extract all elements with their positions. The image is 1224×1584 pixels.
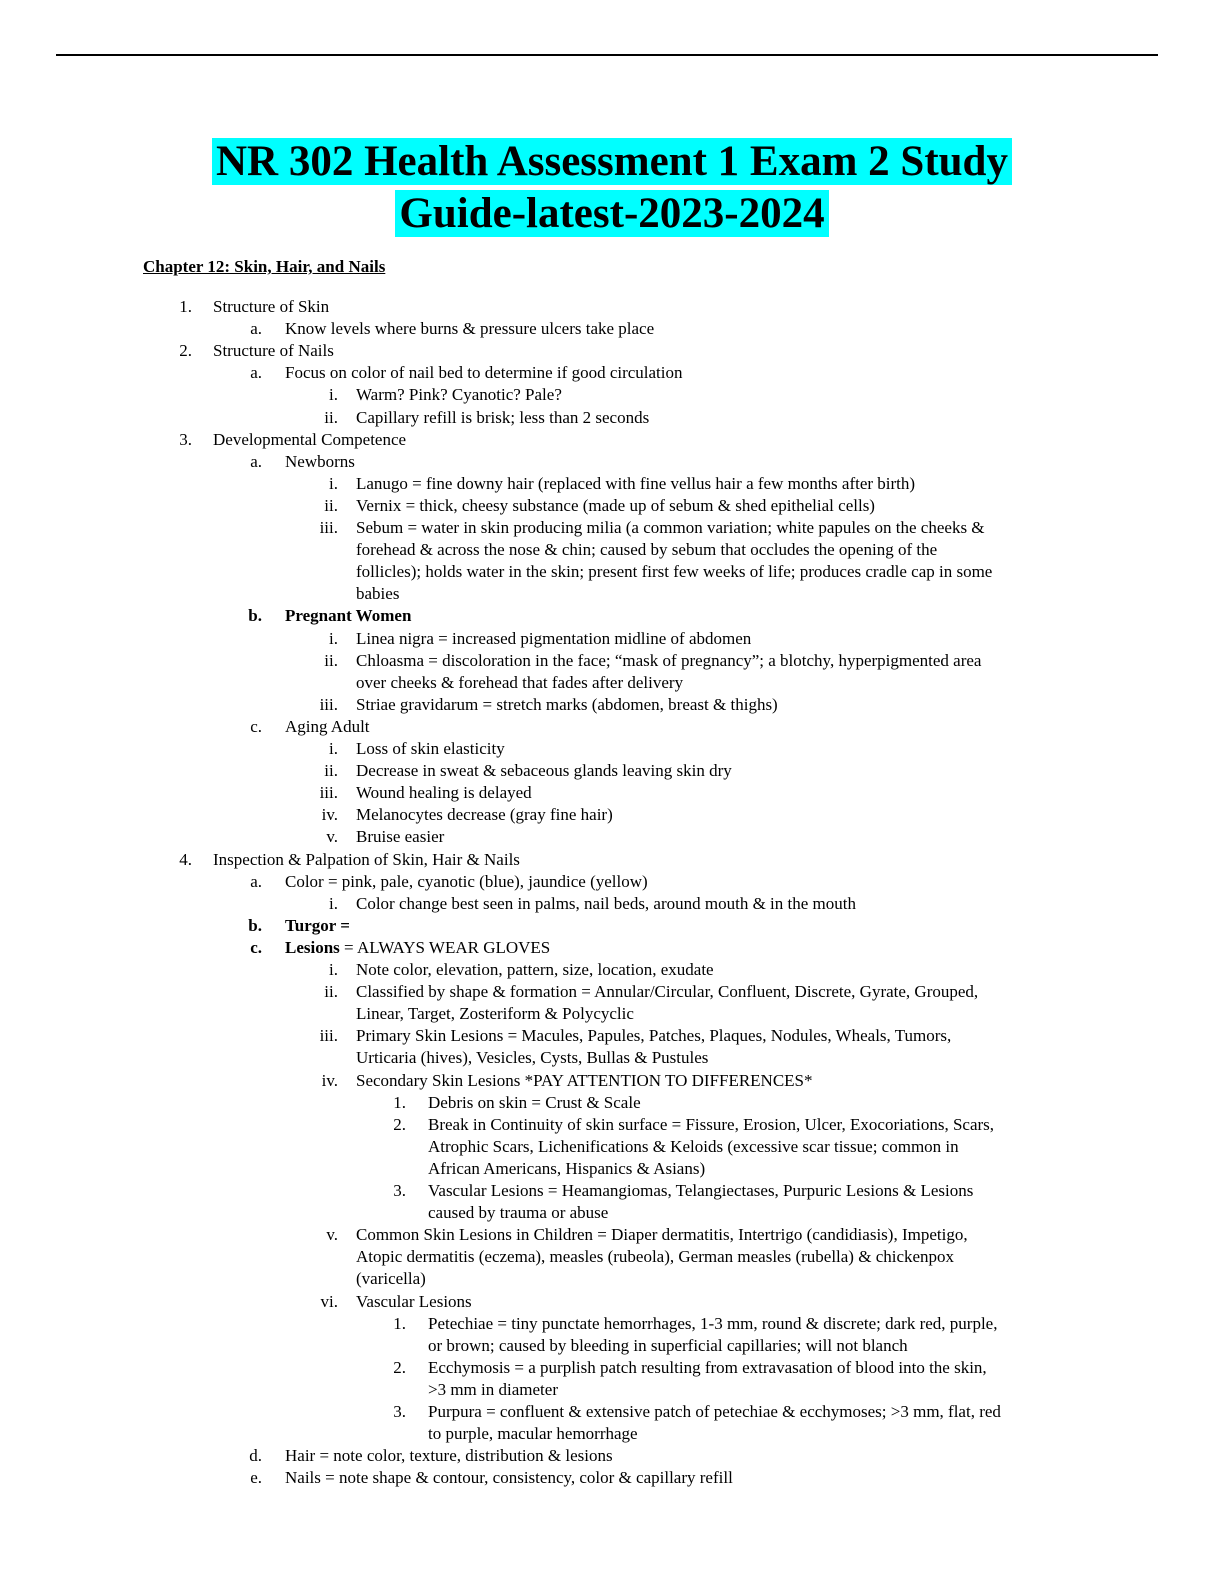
outline-line	[0, 893, 1224, 915]
list-marker: d.	[249, 1446, 262, 1466]
list-item-text: Linear, Target, Zosteriform & Polycyclic	[356, 1004, 634, 1024]
list-marker: 4.	[179, 849, 192, 869]
list-marker: iii.	[319, 783, 338, 803]
list-item-text: Capillary refill is brisk; less than 2 seconds	[356, 407, 650, 427]
bold-term: Lesions	[285, 937, 340, 957]
list-marker: i.	[329, 739, 338, 758]
list-item-text: Secondary Skin Lesions *PAY ATTENTION TO DIFFERENCES*	[356, 1070, 813, 1090]
list-marker: v.	[326, 827, 338, 847]
list-item-text: Aging Adult	[285, 716, 370, 736]
list-marker: 3.	[179, 429, 192, 449]
list-item-text: Sebum = water in skin producing milia (a common variation; white papules on the cheeks &	[356, 518, 985, 537]
list-item-text: Newborns	[285, 451, 355, 471]
title-line-1: NR 302 Health Assessment 1 Exam 2 Study	[212, 138, 1012, 185]
list-marker: 1.	[393, 1313, 406, 1333]
outline-line	[0, 1158, 1224, 1180]
list-item-text: Petechiae = tiny punctate hemorrhages, 1-3 mm, round & discrete; dark red, purple,	[428, 1313, 998, 1333]
list-item-text: or brown; caused by bleeding in superficial capillaries; will not blanch	[428, 1335, 908, 1355]
list-marker: v.	[326, 1225, 338, 1245]
list-item-text: Nails = note shape & contour, consistency, color & capillary refill	[285, 1468, 733, 1488]
list-marker: iv.	[321, 1070, 338, 1090]
list-item-text: Purpura = confluent & extensive patch of petechiae & ecchymoses; >3 mm, flat, red	[428, 1402, 1001, 1421]
list-item-text: African Americans, Hispanics & Asians)	[428, 1158, 706, 1178]
list-marker: ii.	[324, 407, 338, 427]
list-item-text: Note color, elevation, pattern, size, location, exudate	[356, 960, 714, 979]
outline-line	[0, 849, 1224, 871]
list-item-text: Wound healing is delayed	[356, 783, 532, 803]
list-item-text: follicles); holds water in the skin; present first few weeks of life; produces cradle cap in some	[356, 562, 993, 582]
outline-line	[0, 362, 1224, 384]
list-marker: a.	[250, 871, 262, 891]
outline-line	[0, 915, 1224, 937]
outline-line	[0, 340, 1224, 362]
list-item-text: Structure of Nails	[213, 341, 334, 361]
outline-line	[0, 296, 1224, 318]
outline-line	[0, 871, 1224, 893]
outline-line	[0, 1291, 1224, 1313]
outline-line	[0, 1047, 1224, 1069]
outline-line	[0, 1070, 1224, 1092]
list-marker: e.	[250, 1468, 262, 1488]
outline-line	[0, 429, 1224, 451]
title-line-2: Guide-latest-2023-2024	[395, 190, 828, 237]
list-item-text: babies	[356, 584, 400, 604]
list-item-text: Vascular Lesions	[356, 1291, 472, 1311]
list-marker: i.	[329, 385, 338, 405]
outline-line	[0, 694, 1224, 716]
list-item-text: Color = pink, pale, cyanotic (blue), jaundice (yellow)	[285, 871, 648, 891]
outline-line	[0, 1379, 1224, 1401]
list-marker: c.	[250, 937, 262, 957]
list-item-text	[285, 937, 550, 959]
outline-line	[0, 384, 1224, 406]
list-item-text: Atrophic Scars, Lichenifications & Keloids (excessive scar tissue; common in	[428, 1136, 959, 1156]
term-definition: = ALWAYS WEAR GLOVES	[339, 937, 551, 957]
list-item-text: Common Skin Lesions in Children = Diaper dermatitis, Intertrigo (candidiasis), Impetigo,	[356, 1225, 968, 1245]
outline-line	[0, 804, 1224, 826]
outline-line	[0, 959, 1224, 981]
list-marker: 1.	[393, 1092, 406, 1112]
outline-line	[0, 1467, 1224, 1489]
list-marker: ii.	[324, 982, 338, 1002]
list-item-text: Decrease in sweat & sebaceous glands leaving skin dry	[356, 761, 732, 781]
list-marker: c.	[250, 716, 262, 736]
outline-line	[0, 1003, 1224, 1025]
list-marker: i.	[329, 473, 338, 493]
list-marker: i.	[329, 960, 338, 979]
chapter-heading: Chapter 12: Skin, Hair, and Nails	[143, 257, 386, 276]
list-marker: ii.	[324, 495, 338, 515]
outline-line	[0, 782, 1224, 804]
outline-line	[0, 495, 1224, 517]
outline-line	[0, 1423, 1224, 1445]
outline-line	[0, 672, 1224, 694]
outline-line	[0, 981, 1224, 1003]
list-marker: 2.	[393, 1114, 406, 1134]
outline-line	[0, 1445, 1224, 1467]
list-item-text: Break in Continuity of skin surface = Fissure, Erosion, Ulcer, Exocoriations, Scars,	[428, 1114, 995, 1134]
list-marker: iv.	[321, 805, 338, 825]
outline-line	[0, 1357, 1224, 1379]
list-marker: 3.	[393, 1181, 406, 1200]
outline-line	[0, 760, 1224, 782]
list-marker: a.	[250, 451, 262, 471]
outline-line	[0, 1224, 1224, 1246]
list-marker: 2.	[393, 1357, 406, 1377]
outline-line	[0, 1025, 1224, 1047]
list-item-text: Urticaria (hives), Vesicles, Cysts, Bullas & Pustules	[356, 1048, 709, 1068]
list-item-text: Focus on color of nail bed to determine if good circulation	[285, 363, 683, 383]
list-item-text: Primary Skin Lesions = Macules, Papules, Patches, Plaques, Nodules, Wheals, Tumors,	[356, 1026, 952, 1046]
list-item-text: Bruise easier	[356, 827, 445, 847]
list-marker: ii.	[324, 761, 338, 781]
list-item-text: Chloasma = discoloration in the face; “mask of pregnancy”; a blotchy, hyperpigmented area	[356, 650, 982, 670]
outline-line	[0, 451, 1224, 473]
list-item-text: Ecchymosis = a purplish patch resulting from extravasation of blood into the skin,	[428, 1357, 987, 1377]
outline-line	[0, 716, 1224, 738]
list-item-text: Know levels where burns & pressure ulcers take place	[285, 319, 655, 339]
list-item-text: Color change best seen in palms, nail beds, around mouth & in the mouth	[356, 893, 856, 913]
list-item-text: Lanugo = fine downy hair (replaced with fine vellus hair a few months after birth)	[356, 473, 916, 493]
top-rule	[56, 54, 1158, 56]
outline-line	[0, 1202, 1224, 1224]
outline-line	[0, 561, 1224, 583]
list-item-text: Atopic dermatitis (eczema), measles (rubeola), German measles (rubella) & chickenpox	[356, 1247, 955, 1267]
list-marker: iii.	[319, 694, 338, 714]
outline-line	[0, 826, 1224, 848]
outline-line	[0, 1136, 1224, 1158]
list-item-text: Vernix = thick, cheesy substance (made up of sebum & shed epithelial cells)	[356, 495, 875, 515]
list-marker: 1.	[179, 297, 192, 316]
outline-line	[0, 605, 1224, 627]
list-item-text: over cheeks & forehead that fades after delivery	[356, 672, 684, 692]
list-item-text: Warm? Pink? Cyanotic? Pale?	[356, 385, 562, 405]
list-item-text: forehead & across the nose & chin; caused by sebum that occludes the opening of the	[356, 540, 938, 560]
list-item-text: Vascular Lesions = Heamangiomas, Telangiectases, Purpuric Lesions & Lesions	[428, 1181, 974, 1200]
list-marker: b.	[248, 915, 262, 935]
list-item-text: Developmental Competence	[213, 429, 407, 449]
outline-line	[0, 1246, 1224, 1268]
list-item-text: caused by trauma or abuse	[428, 1203, 609, 1223]
list-marker: vi.	[320, 1291, 338, 1311]
outline-line	[0, 1180, 1224, 1202]
outline-line	[0, 473, 1224, 495]
outline-line	[0, 1092, 1224, 1114]
list-item-text: Pregnant Women	[285, 606, 412, 626]
list-marker: a.	[250, 319, 262, 339]
outline-line	[0, 628, 1224, 650]
list-item-text: Melanocytes decrease (gray fine hair)	[356, 805, 613, 825]
outline-line	[0, 738, 1224, 760]
outline-line	[0, 937, 1224, 959]
outline-line	[0, 650, 1224, 672]
list-item-text: Turgor =	[285, 915, 350, 935]
outline-line	[0, 539, 1224, 561]
list-marker: i.	[329, 628, 338, 648]
list-item-text: (varicella)	[356, 1269, 426, 1289]
list-marker: b.	[248, 606, 262, 626]
list-item-text: to purple, macular hemorrhage	[428, 1424, 638, 1444]
outline-line	[0, 1313, 1224, 1335]
list-marker: i.	[329, 893, 338, 913]
outline-line	[0, 407, 1224, 429]
list-item-text: Classified by shape & formation = Annular/Circular, Confluent, Discrete, Gyrate, Grouped,	[356, 982, 979, 1002]
outline-line	[0, 1335, 1224, 1357]
list-item-text: Inspection & Palpation of Skin, Hair & Nails	[213, 849, 520, 869]
list-marker: iii.	[319, 518, 338, 537]
outline-line	[0, 1268, 1224, 1290]
list-item-text: Structure of Skin	[213, 297, 330, 316]
list-item-text: >3 mm in diameter	[428, 1379, 558, 1399]
outline-line	[0, 517, 1224, 539]
outline-line	[0, 1401, 1224, 1423]
list-marker: a.	[250, 363, 262, 383]
document-title	[60, 136, 1164, 240]
list-marker: iii.	[319, 1026, 338, 1046]
list-item-text: Linea nigra = increased pigmentation midline of abdomen	[356, 628, 752, 648]
list-marker: 2.	[179, 341, 192, 361]
list-item-text: Debris on skin = Crust & Scale	[428, 1092, 641, 1112]
list-item-text: Striae gravidarum = stretch marks (abdomen, breast & thighs)	[356, 694, 778, 714]
list-marker: ii.	[324, 650, 338, 670]
list-marker: 3.	[393, 1402, 406, 1421]
outline-line	[0, 1114, 1224, 1136]
list-item-text: Hair = note color, texture, distribution & lesions	[285, 1446, 613, 1466]
outline-line	[0, 318, 1224, 340]
outline-line	[0, 583, 1224, 605]
list-item-text: Loss of skin elasticity	[356, 739, 505, 758]
